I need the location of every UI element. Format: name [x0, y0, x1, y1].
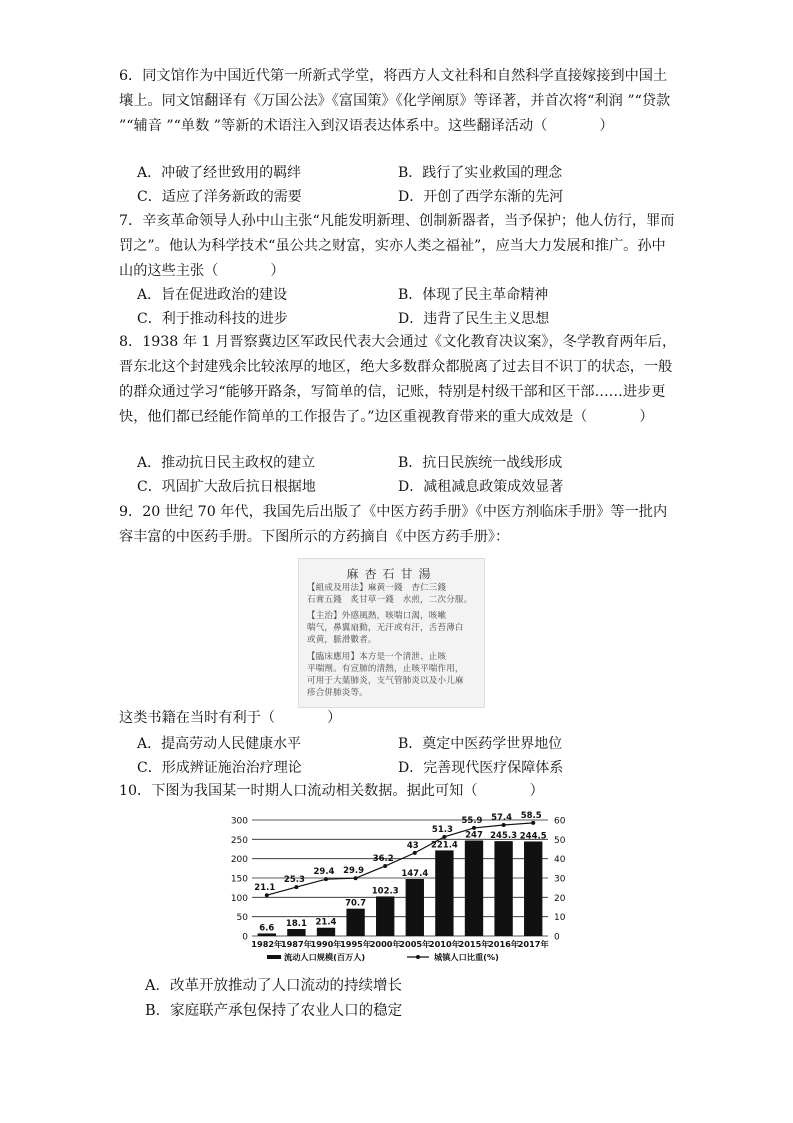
q9-option-d[interactable]: D．完善现代医疗保障体系: [398, 760, 564, 776]
q9-option-c[interactable]: C．形成辨证施治治疗理论: [137, 760, 302, 776]
bar-value-label: 244.5: [519, 831, 547, 842]
q9-option-a[interactable]: A．提高劳动人民健康水平: [137, 736, 302, 752]
legend-line-label: 城镇人口比重(%): [434, 952, 499, 962]
bar: [494, 841, 512, 936]
bar-value-label: 247: [465, 830, 483, 841]
urban-ratio-point: [354, 876, 358, 880]
bar: [346, 909, 364, 936]
x-tick-label: 1990年: [310, 939, 342, 949]
bar: [376, 896, 394, 936]
urban-ratio-label: 55.9: [461, 815, 483, 826]
q6-stem: 6．同文馆作为中国近代第一所新式学堂，将西方人文社科和自然科学直接嫁接到中国土壤上。同文馆翻译有《万国公法》《富国策》《化学阐原》等译著，并首次将“利润 ”“贷款 ”“辅音 ”“单数 ”等新的术语注入到汉语表达体系中。这些翻译活动（ ）: [119, 68, 671, 134]
bar: [406, 879, 424, 936]
urban-ratio-label: 51.3: [431, 824, 453, 835]
q8-stem: 8．1938 年 1 月晋察冀边区军政民代表大会通过《文化教育决议案》，冬学教育两年后，晋东北这个封建残余比较浓厚的地区，绝大多数群众都脱离了过去目不识丁的状态，一般的群众通过学习“能够开路条，写简单的信，记账，特别是村级干部和区干部……进步更快，他们都已经能作简单的工作报告了。”边区重视教育带来的重大成效是（ ）: [119, 334, 677, 425]
left-tick-label: 250: [230, 835, 248, 846]
bar: [524, 841, 542, 936]
bar-value-label: 221.4: [430, 840, 458, 851]
bar-value-label: 147.4: [401, 869, 429, 880]
urban-ratio-point: [324, 877, 328, 881]
bar: [258, 933, 276, 936]
q6-option-d[interactable]: D．开创了西学东渐的先河: [398, 189, 564, 205]
left-tick-label: 150: [230, 874, 248, 885]
prescription-line: 【主治】外感風熱，咳喘口渴，咳嗽: [307, 611, 447, 621]
q10-stem: 10．下图为我国某一时期人口流动相关数据。据此可知（ ）: [119, 783, 544, 799]
q7-option-b[interactable]: B．体现了民主革命精神: [398, 287, 549, 303]
q8-option-c[interactable]: C．巩固扩大敌后抗日根据地: [137, 479, 316, 495]
legend-bar-label: 流动人口规模(百万人): [284, 952, 366, 962]
bar-value-label: 6.6: [259, 923, 275, 934]
x-tick-label: 2017年: [517, 939, 549, 949]
bar: [465, 840, 483, 936]
bar-value-label: 70.7: [345, 898, 367, 909]
q8-option-d[interactable]: D．减租减息政策成效显著: [398, 479, 564, 495]
right-tick-label: 60: [554, 816, 566, 827]
urban-ratio-label: 29.9: [343, 866, 365, 877]
bar-value-label: 102.3: [371, 886, 399, 897]
right-tick-label: 50: [554, 835, 566, 846]
prescription-line: 【組成及用法】麻黄一錢 杏仁三錢: [307, 583, 447, 593]
prescription-line: 平喘劑。有宣肺的清熱，止咳平喘作用，: [307, 664, 464, 674]
prescription-title: 麻杏石甘湯: [346, 567, 437, 581]
legend-bar-swatch: [267, 955, 281, 959]
prescription-line: 疹合併肺炎等。: [307, 688, 368, 698]
x-tick-label: 1987年: [280, 939, 312, 949]
x-tick-label: 1982年: [251, 939, 283, 949]
urban-ratio-label: 21.1: [254, 883, 276, 894]
left-tick-label: 100: [230, 893, 248, 904]
right-tick-label: 20: [554, 893, 566, 904]
x-tick-label: 2010年: [428, 939, 460, 949]
left-tick-label: 200: [230, 855, 248, 866]
urban-ratio-point: [383, 864, 387, 868]
urban-ratio-point: [442, 835, 446, 839]
x-tick-label: 2015年: [458, 939, 490, 949]
right-tick-label: 0: [554, 932, 560, 943]
bar: [317, 928, 335, 936]
urban-ratio-label: 57.4: [491, 813, 513, 824]
x-tick-label: 2016年: [488, 939, 520, 949]
urban-ratio-point: [413, 851, 417, 855]
q8-option-a[interactable]: A．推动抗日民主政权的建立: [137, 455, 316, 471]
bar: [435, 850, 453, 936]
urban-ratio-point: [265, 893, 269, 897]
left-tick-label: 300: [230, 816, 248, 827]
urban-ratio-point: [502, 823, 506, 827]
q8-option-b[interactable]: B．抗日民族统一战线形成: [398, 455, 563, 471]
q9-option-b[interactable]: B．奠定中医药学世界地位: [398, 736, 563, 752]
prescription-image: [298, 558, 485, 708]
left-tick-label: 50: [236, 913, 248, 924]
prescription-line: 【臨床應用】本方是一个清泄、止咳: [307, 652, 447, 662]
q10-option-b[interactable]: B．家庭联产承包保持了农业人口的稳定: [145, 1003, 403, 1019]
prescription-line: 或黄，脈滑數者。: [307, 635, 377, 645]
urban-ratio-label: 25.3: [283, 875, 305, 886]
q7-stem: 7．辛亥革命领导人孙中山主张“凡能发明新理、创制新器者，当予保护；他人仿行，罪而罚之”。他认为科学技术“虽公共之财富，实亦人类之福祉”，应当大力发展和推广。孙中山的这些主张（ ）: [119, 213, 675, 279]
q7-option-a[interactable]: A．旨在促进政治的建设: [137, 287, 288, 303]
x-tick-label: 2000年: [369, 939, 401, 949]
bar-value-label: 245.3: [490, 831, 518, 842]
prescription-line: 可用于大葉肺炎，支气管肺炎以及小儿麻: [307, 676, 464, 686]
q6-option-a[interactable]: A．冲破了经世致用的羁绊: [137, 165, 302, 181]
urban-ratio-label: 36.2: [372, 854, 394, 865]
q9-follow: 这类书籍在当时有利于（ ）: [119, 710, 342, 726]
bar: [287, 929, 305, 936]
prescription-line: 石膏五錢 炙甘草一錢 水煎，二次分服。: [307, 595, 473, 605]
urban-ratio-label: 58.5: [520, 810, 542, 821]
population-chart: [222, 806, 580, 968]
right-tick-label: 10: [554, 913, 566, 924]
q7-option-c[interactable]: C．利于推动科技的进步: [137, 311, 288, 327]
x-tick-label: 2005年: [399, 939, 431, 949]
prescription-line: 喘气，鼻翼扇動，无汗或有汗，舌苔薄白: [307, 623, 464, 633]
x-tick-label: 1995年: [340, 939, 372, 949]
q7-option-d[interactable]: D．违背了民生主义思想: [398, 311, 550, 327]
bar-value-label: 18.1: [285, 919, 307, 930]
q6-option-b[interactable]: B．践行了实业救国的理念: [398, 165, 563, 181]
urban-ratio-point: [294, 885, 298, 889]
right-tick-label: 40: [554, 855, 566, 866]
q10-option-a[interactable]: A．改革开放推动了人口流动的持续增长: [145, 978, 402, 994]
bar-value-label: 21.4: [315, 917, 337, 928]
q9-stem: 9．20 世纪 70 年代，我国先后出版了《中医方药手册》《中医方剂临床手册》等一批内容丰富的中医药手册。下图所示的方药摘自《中医方药手册》：: [119, 504, 668, 545]
left-tick-label: 0: [242, 932, 248, 943]
urban-ratio-point: [531, 821, 535, 825]
urban-ratio-label: 43: [406, 840, 419, 851]
legend-line-marker: [416, 955, 420, 959]
urban-ratio-point: [472, 826, 476, 830]
urban-ratio-label: 29.4: [313, 867, 335, 878]
q6-option-c[interactable]: C．适应了洋务新政的需要: [137, 189, 302, 205]
right-tick-label: 30: [554, 874, 566, 885]
